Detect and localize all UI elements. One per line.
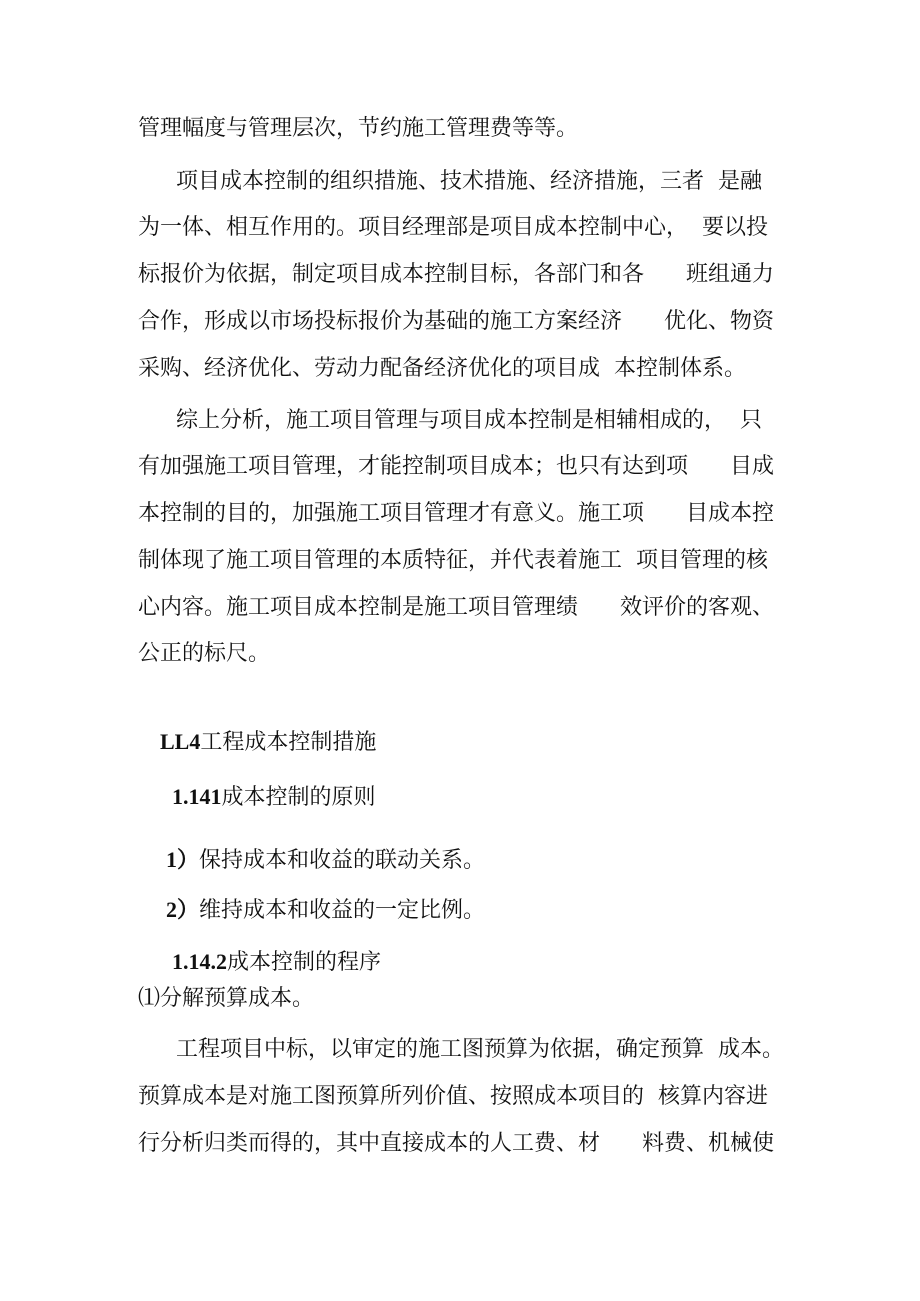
text-line: 合作，形成以市场投标报价为基础的施工方案经济 优化、物资 [138,309,774,334]
text-line: 采购、经济优化、劳动力配备经济优化的项目成 本控制体系。 [138,356,746,381]
list-item-number: 1） [165,847,199,872]
section-title: 工程成本控制措施 [200,729,377,754]
text-line: 综上分析，施工项目管理与项目成本控制是相辅相成的， 只 [176,408,762,433]
text-line: 预算成本是对施工图预算所列价值、按照成本项目的 核算内容进 [138,1084,768,1109]
text-line: 工程项目中标，以审定的施工图预算为依据，确定预算 成本。 [176,1037,784,1062]
section-number: LL4 [160,729,201,754]
text-line: 公正的标尺。 [138,641,271,666]
text-line: 心内容。施工项目成本控制是施工项目管理绩 效评价的客观、 [138,595,774,620]
subsection-title: 成本控制的原则 [221,784,376,809]
subsection-number: 1.141 [172,784,222,809]
text-line: 行分析归类而得的，其中直接成本的人工费、材 料费、机械使 [138,1131,774,1156]
subsection-number: 1.14.2 [172,949,227,974]
text-line: 管理幅度与管理层次，节约施工管理费等等。 [138,116,579,141]
step-label: ⑴分解预算成本。 [138,986,315,1011]
text-line: 有加强施工项目管理，才能控制项目成本；也只有达到项 目成 [138,454,774,479]
text-line: 本控制的目的，加强施工项目管理才有意义。施工项 目成本控 [138,501,774,526]
subsection-title: 成本控制的程序 [227,949,382,974]
list-item-number: 2） [165,897,199,922]
text-line: 标报价为依据，制定项目成本控制目标，各部门和各 班组通力 [138,262,774,287]
text-line: 项目成本控制的组织措施、技术措施、经济措施，三者 是融 [176,169,762,194]
text-line: 为一体、相互作用的。项目经理部是项目成本控制中心， 要以投 [138,215,768,240]
text-line: 制体现了施工项目管理的本质特征，并代表着施工 项目管理的核 [138,548,768,573]
list-item-text: 保持成本和收益的联动关系。 [199,848,486,873]
list-item-text: 维持成本和收益的一定比例。 [199,898,486,923]
